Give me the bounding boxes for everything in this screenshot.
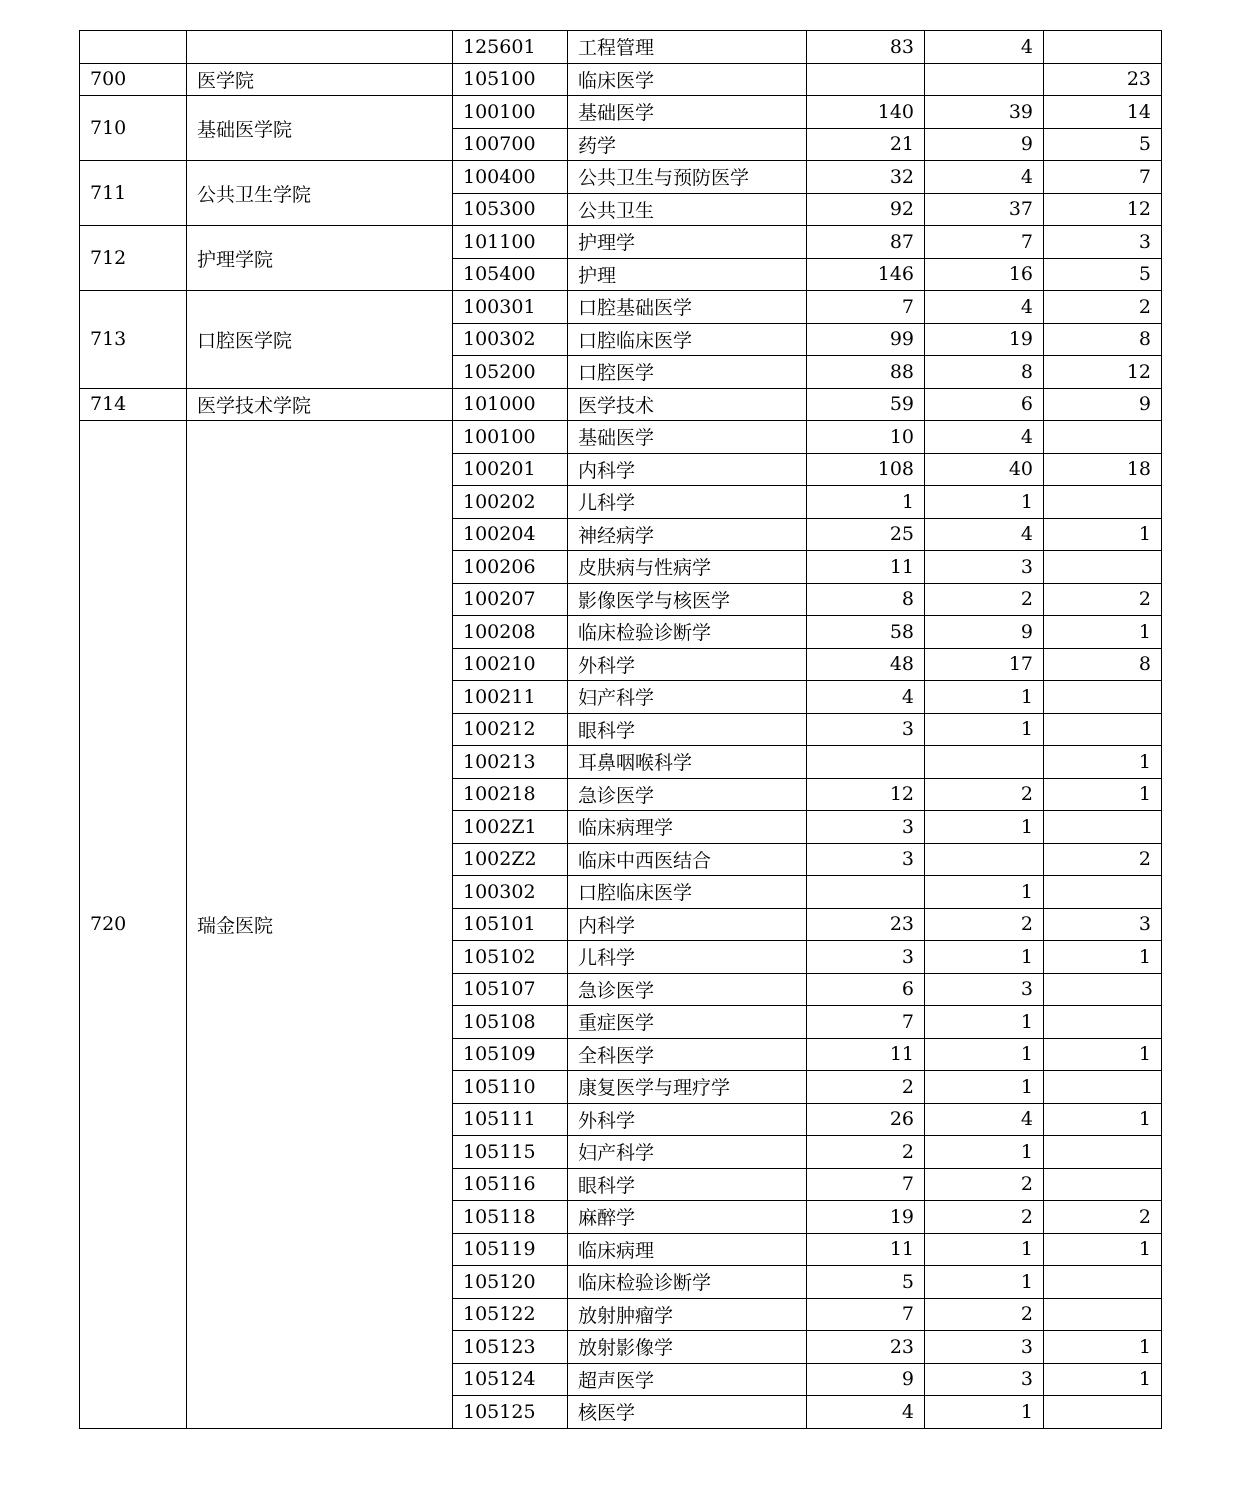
count-a-cell: 83 [807,31,925,64]
count-a-cell: 3 [807,811,925,844]
major-code-cell: 105102 [453,941,568,974]
dept-name-cell: 护理学院 [187,226,453,291]
major-code-cell: 100211 [453,681,568,714]
count-a-cell: 25 [807,518,925,551]
count-b-cell: 1 [925,1038,1044,1071]
major-name-cell: 放射肿瘤学 [568,1298,807,1331]
major-name-cell: 耳鼻咽喉科学 [568,746,807,779]
count-b-cell: 9 [925,128,1044,161]
table-row [80,63,1162,96]
major-code-cell: 100207 [453,583,568,616]
count-b-cell: 7 [925,226,1044,259]
count-c-cell: 3 [1044,226,1162,259]
major-code-cell: 105119 [453,1233,568,1266]
major-name-cell: 皮肤病与性病学 [568,551,807,584]
major-code-cell: 100204 [453,518,568,551]
count-b-cell: 1 [925,486,1044,519]
count-a-cell: 9 [807,1363,925,1396]
count-b-cell: 3 [925,973,1044,1006]
count-a-cell: 48 [807,648,925,681]
major-name-cell: 口腔临床医学 [568,876,807,909]
count-a-cell [807,746,925,779]
count-b-cell: 39 [925,96,1044,129]
major-code-cell: 105123 [453,1331,568,1364]
count-c-cell: 1 [1044,1038,1162,1071]
major-name-cell: 神经病学 [568,518,807,551]
major-name-cell: 口腔临床医学 [568,323,807,356]
table-row [80,226,1162,259]
major-name-cell: 口腔医学 [568,356,807,389]
count-b-cell: 37 [925,193,1044,226]
major-name-cell: 护理学 [568,226,807,259]
major-name-cell: 眼科学 [568,713,807,746]
count-a-cell: 7 [807,1298,925,1331]
dept-name-cell: 公共卫生学院 [187,161,453,226]
count-a-cell: 11 [807,1038,925,1071]
major-code-cell: 100208 [453,616,568,649]
count-a-cell: 7 [807,291,925,324]
major-name-cell: 临床检验诊断学 [568,1266,807,1299]
table-body [80,31,1162,1429]
count-a-cell: 11 [807,1233,925,1266]
count-a-cell: 7 [807,1168,925,1201]
major-name-cell: 眼科学 [568,1168,807,1201]
count-a-cell: 108 [807,453,925,486]
count-c-cell [1044,1071,1162,1104]
major-code-cell: 100213 [453,746,568,779]
major-name-cell: 护理 [568,258,807,291]
count-c-cell: 1 [1044,746,1162,779]
major-code-cell: 100202 [453,486,568,519]
major-code-cell: 101000 [453,388,568,421]
major-name-cell: 超声医学 [568,1363,807,1396]
count-a-cell: 26 [807,1103,925,1136]
count-a-cell: 146 [807,258,925,291]
major-code-cell: 125601 [453,31,568,64]
count-c-cell [1044,811,1162,844]
count-c-cell: 1 [1044,1331,1162,1364]
major-code-cell: 100201 [453,453,568,486]
major-name-cell: 内科学 [568,453,807,486]
count-c-cell [1044,1298,1162,1331]
count-b-cell: 1 [925,681,1044,714]
count-b-cell: 6 [925,388,1044,421]
major-name-cell: 妇产科学 [568,1136,807,1169]
count-c-cell: 14 [1044,96,1162,129]
major-code-cell: 100206 [453,551,568,584]
count-b-cell: 1 [925,1006,1044,1039]
count-c-cell: 1 [1044,778,1162,811]
count-c-cell: 9 [1044,388,1162,421]
count-b-cell [925,746,1044,779]
count-a-cell: 140 [807,96,925,129]
major-name-cell: 儿科学 [568,486,807,519]
dept-name-cell: 口腔医学院 [187,291,453,389]
major-code-cell: 100400 [453,161,568,194]
count-b-cell: 16 [925,258,1044,291]
major-name-cell: 外科学 [568,648,807,681]
count-b-cell: 2 [925,778,1044,811]
major-name-cell: 重症医学 [568,1006,807,1039]
count-c-cell [1044,1266,1162,1299]
count-b-cell: 4 [925,31,1044,64]
dept-name-cell: 基础医学院 [187,96,453,161]
major-code-cell: 100700 [453,128,568,161]
count-c-cell: 5 [1044,258,1162,291]
major-code-cell: 105122 [453,1298,568,1331]
dept-name-cell: 医学技术学院 [187,388,453,421]
table-row [80,291,1162,324]
count-a-cell: 32 [807,161,925,194]
count-c-cell: 1 [1044,941,1162,974]
count-a-cell: 12 [807,778,925,811]
count-b-cell: 4 [925,291,1044,324]
major-code-cell: 105118 [453,1201,568,1234]
count-c-cell: 1 [1044,1363,1162,1396]
count-c-cell [1044,681,1162,714]
count-a-cell: 7 [807,1006,925,1039]
major-code-cell: 100302 [453,323,568,356]
count-a-cell: 23 [807,908,925,941]
count-c-cell: 12 [1044,356,1162,389]
major-name-cell: 临床医学 [568,63,807,96]
count-c-cell [1044,551,1162,584]
count-a-cell: 3 [807,843,925,876]
count-b-cell: 2 [925,583,1044,616]
dept-name-cell: 医学院 [187,63,453,96]
major-name-cell: 核医学 [568,1396,807,1429]
major-name-cell: 公共卫生 [568,193,807,226]
count-a-cell: 10 [807,421,925,454]
count-b-cell: 1 [925,876,1044,909]
count-c-cell [1044,1396,1162,1429]
major-code-cell: 105116 [453,1168,568,1201]
count-c-cell: 7 [1044,161,1162,194]
major-name-cell: 药学 [568,128,807,161]
count-c-cell: 12 [1044,193,1162,226]
major-code-cell: 105109 [453,1038,568,1071]
major-name-cell: 儿科学 [568,941,807,974]
count-c-cell: 1 [1044,518,1162,551]
dept-code-cell: 713 [80,291,187,389]
dept-code-cell: 711 [80,161,187,226]
major-code-cell: 105100 [453,63,568,96]
major-code-cell: 105111 [453,1103,568,1136]
major-name-cell: 急诊医学 [568,778,807,811]
count-b-cell: 1 [925,1136,1044,1169]
count-a-cell: 88 [807,356,925,389]
count-b-cell: 1 [925,941,1044,974]
major-name-cell: 放射影像学 [568,1331,807,1364]
count-a-cell: 4 [807,681,925,714]
major-name-cell: 临床病理学 [568,811,807,844]
count-a-cell: 59 [807,388,925,421]
count-b-cell: 1 [925,1233,1044,1266]
major-name-cell: 临床病理 [568,1233,807,1266]
major-code-cell: 1002Z2 [453,843,568,876]
count-b-cell: 3 [925,1363,1044,1396]
dept-code-cell: 720 [80,421,187,1429]
table-row [80,161,1162,194]
count-a-cell: 58 [807,616,925,649]
major-code-cell: 105110 [453,1071,568,1104]
major-name-cell: 内科学 [568,908,807,941]
major-name-cell: 基础医学 [568,96,807,129]
major-name-cell: 麻醉学 [568,1201,807,1234]
count-b-cell: 8 [925,356,1044,389]
major-name-cell: 妇产科学 [568,681,807,714]
major-name-cell: 急诊医学 [568,973,807,1006]
major-name-cell: 临床中西医结合 [568,843,807,876]
count-a-cell: 1 [807,486,925,519]
count-a-cell: 4 [807,1396,925,1429]
count-b-cell: 4 [925,518,1044,551]
count-c-cell: 1 [1044,1233,1162,1266]
count-c-cell: 8 [1044,323,1162,356]
major-code-cell: 105300 [453,193,568,226]
count-c-cell: 1 [1044,616,1162,649]
count-c-cell: 2 [1044,291,1162,324]
count-a-cell: 2 [807,1136,925,1169]
count-c-cell [1044,713,1162,746]
major-code-cell: 105200 [453,356,568,389]
major-code-cell: 101100 [453,226,568,259]
table-row [80,96,1162,129]
dept-code-cell: 714 [80,388,187,421]
count-b-cell: 9 [925,616,1044,649]
count-a-cell: 99 [807,323,925,356]
count-c-cell: 2 [1044,843,1162,876]
dept-code-cell: 710 [80,96,187,161]
major-name-cell: 医学技术 [568,388,807,421]
count-a-cell [807,876,925,909]
count-b-cell: 3 [925,1331,1044,1364]
count-c-cell: 1 [1044,1103,1162,1136]
major-code-cell: 100302 [453,876,568,909]
count-b-cell: 1 [925,1266,1044,1299]
major-name-cell: 工程管理 [568,31,807,64]
dept-code-cell: 712 [80,226,187,291]
major-code-cell: 105124 [453,1363,568,1396]
count-b-cell: 40 [925,453,1044,486]
count-b-cell: 2 [925,1168,1044,1201]
major-code-cell: 105107 [453,973,568,1006]
count-c-cell: 2 [1044,1201,1162,1234]
count-b-cell: 4 [925,421,1044,454]
count-b-cell [925,843,1044,876]
count-b-cell: 19 [925,323,1044,356]
dept-code-cell: 700 [80,63,187,96]
major-code-cell: 105108 [453,1006,568,1039]
major-code-cell: 105400 [453,258,568,291]
count-b-cell: 1 [925,1396,1044,1429]
count-a-cell: 11 [807,551,925,584]
major-name-cell: 影像医学与核医学 [568,583,807,616]
count-a-cell: 92 [807,193,925,226]
table-row [80,388,1162,421]
count-a-cell: 3 [807,713,925,746]
major-code-cell: 105115 [453,1136,568,1169]
count-b-cell: 1 [925,713,1044,746]
table-row [80,31,1162,64]
count-a-cell: 2 [807,1071,925,1104]
major-code-cell: 100218 [453,778,568,811]
count-c-cell: 3 [1044,908,1162,941]
major-code-cell: 105101 [453,908,568,941]
count-b-cell: 2 [925,1201,1044,1234]
dept-name-cell: 瑞金医院 [187,421,453,1429]
count-a-cell: 23 [807,1331,925,1364]
count-c-cell [1044,1006,1162,1039]
major-name-cell: 外科学 [568,1103,807,1136]
count-a-cell: 21 [807,128,925,161]
count-c-cell: 18 [1044,453,1162,486]
count-b-cell: 4 [925,1103,1044,1136]
major-name-cell: 康复医学与理疗学 [568,1071,807,1104]
dept-code-cell [80,31,187,64]
count-b-cell: 3 [925,551,1044,584]
count-c-cell [1044,973,1162,1006]
major-code-cell: 100100 [453,96,568,129]
count-b-cell [925,63,1044,96]
major-name-cell: 基础医学 [568,421,807,454]
count-b-cell: 2 [925,908,1044,941]
count-b-cell: 1 [925,811,1044,844]
count-b-cell: 1 [925,1071,1044,1104]
table-row [80,421,1162,454]
count-c-cell [1044,421,1162,454]
major-code-cell: 100100 [453,421,568,454]
major-code-cell: 100301 [453,291,568,324]
count-a-cell: 19 [807,1201,925,1234]
count-b-cell: 4 [925,161,1044,194]
dept-name-cell [187,31,453,64]
count-c-cell: 5 [1044,128,1162,161]
enrollment-table [79,30,1162,1429]
major-code-cell: 105125 [453,1396,568,1429]
count-c-cell: 8 [1044,648,1162,681]
major-name-cell: 公共卫生与预防医学 [568,161,807,194]
major-code-cell: 100210 [453,648,568,681]
count-c-cell [1044,1136,1162,1169]
major-name-cell: 临床检验诊断学 [568,616,807,649]
major-name-cell: 全科医学 [568,1038,807,1071]
count-c-cell [1044,876,1162,909]
count-c-cell [1044,1168,1162,1201]
count-a-cell: 3 [807,941,925,974]
major-code-cell: 105120 [453,1266,568,1299]
count-a-cell: 6 [807,973,925,1006]
count-a-cell: 8 [807,583,925,616]
count-c-cell [1044,31,1162,64]
count-c-cell [1044,486,1162,519]
count-c-cell: 2 [1044,583,1162,616]
count-b-cell: 2 [925,1298,1044,1331]
major-code-cell: 1002Z1 [453,811,568,844]
major-name-cell: 口腔基础医学 [568,291,807,324]
count-b-cell: 17 [925,648,1044,681]
count-a-cell [807,63,925,96]
count-a-cell: 5 [807,1266,925,1299]
major-code-cell: 100212 [453,713,568,746]
count-c-cell: 23 [1044,63,1162,96]
count-a-cell: 87 [807,226,925,259]
